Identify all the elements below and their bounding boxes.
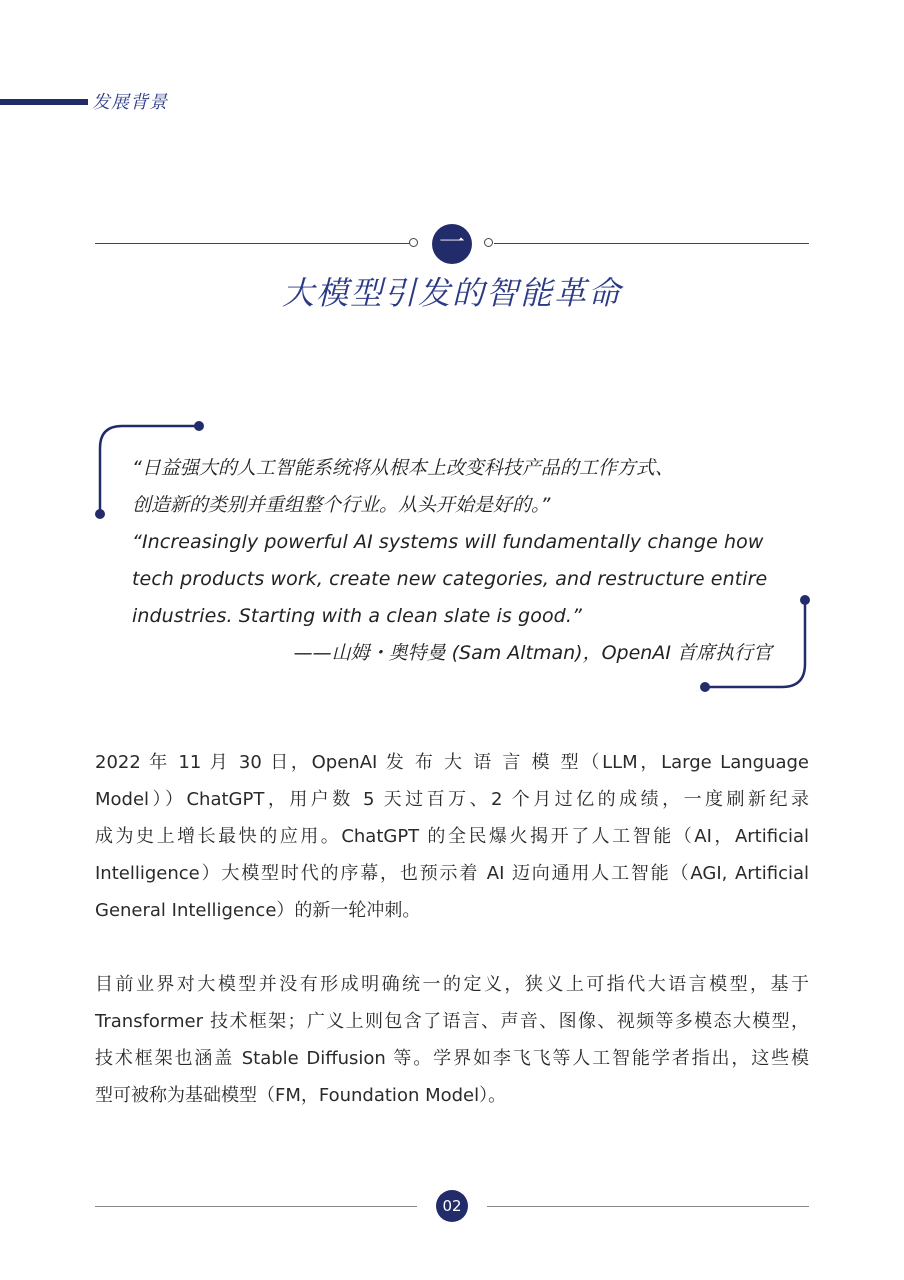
quote-line-en-2: tech products work, create new categories, and restructure entire — [132, 568, 768, 590]
paragraph-line: General Intelligence）的新一轮冲刺。 — [95, 900, 421, 921]
quote-attribution: ——山姆・奥特曼 (Sam Altman)，OpenAI 首席执行官 — [293, 642, 772, 664]
body-paragraph-2 — [95, 966, 809, 1114]
quote-line-en-1: “Increasingly powerful AI systems will fundamentally change how — [132, 531, 764, 553]
footer-divider-right — [487, 1206, 809, 1207]
paragraph-line: 技术框架也涵盖 Stable Diffusion 等。学界如李飞飞等人工智能学者指出，这些模 — [95, 1048, 809, 1069]
header-title: 发展背景 — [92, 92, 168, 113]
paragraph-line: Transformer 技术框架；广义上则包含了语言、声音、图像、视频等多模态大模型， — [95, 1011, 809, 1032]
footer-divider-left — [95, 1206, 417, 1207]
paragraph-line: 成为史上增长最快的应用。ChatGPT 的全民爆火揭开了人工智能（AI，Artificial — [95, 826, 809, 847]
paragraph-line: Model））ChatGPT，用户数 5 天过百万、2 个月过亿的成绩，一度刷新纪录 — [95, 789, 809, 810]
section-number-badge: 一 — [432, 224, 472, 264]
paragraph-line: Intelligence）大模型时代的序幕，也预示着 AI 迈向通用人工智能（AGI, Artificial — [95, 863, 809, 884]
paragraph-line: 目前业界对大模型并没有形成明确统一的定义，狭义上可指代大语言模型，基于 — [95, 974, 809, 995]
quote-line-zh-2: 创造新的类别并重组整个行业。从头开始是好的。” — [132, 494, 551, 516]
body-paragraph-1 — [95, 744, 809, 929]
quote-line-zh-1: “日益强大的人工智能系统将从根本上改变科技产品的工作方式、 — [132, 457, 674, 479]
page-number-badge: 02 — [436, 1190, 468, 1222]
quote-block — [132, 450, 772, 672]
section-title: 大模型引发的智能革命 — [281, 274, 622, 312]
paragraph-line: 型可被称为基础模型（FM，Foundation Model）。 — [95, 1085, 507, 1106]
quote-line-en-3: industries. Starting with a clean slate is good.” — [132, 605, 582, 627]
paragraph-line: 2022 年 11 月 30 日，OpenAI 发 布 大 语 言 模 型（LLM，Large Language — [95, 752, 809, 773]
